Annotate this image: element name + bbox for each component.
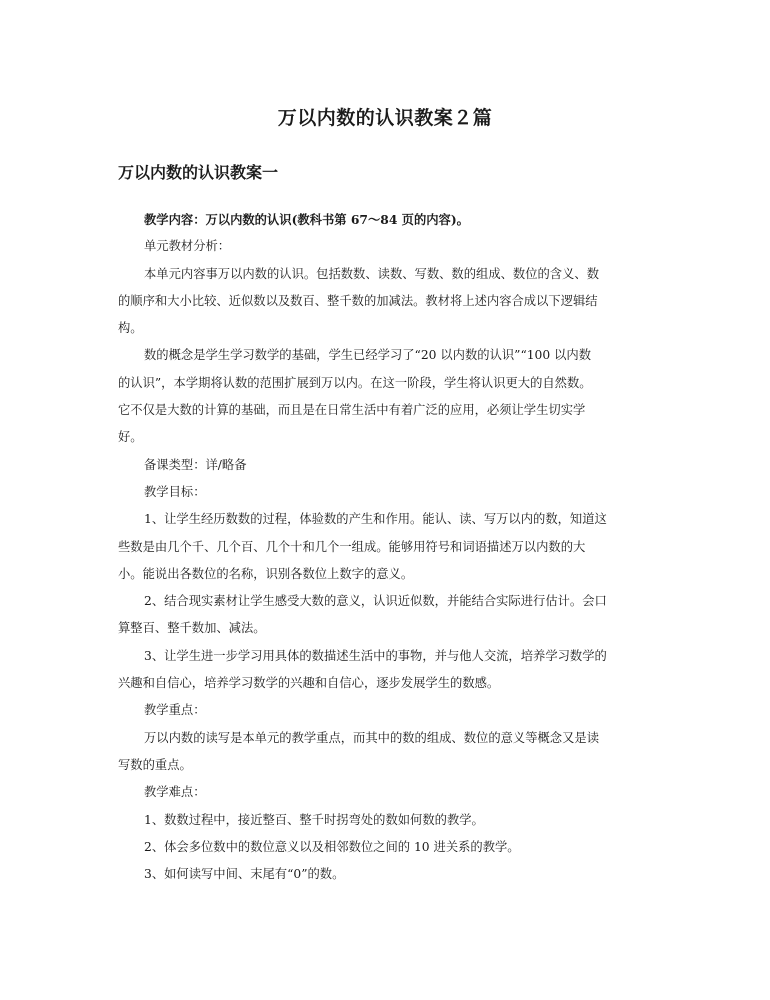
document-body: [118, 206, 654, 888]
text-line: 教学目标：: [144, 484, 206, 499]
text-line: 3、让学生进一步学习用具体的数描述生活中的事物，并与他人交流，培养学习数学的: [144, 648, 607, 663]
text-line: 构。: [118, 321, 143, 336]
text-line: 3、如何读写中间、末尾有“0”的数。: [144, 867, 345, 882]
text-line: 兴趣和自信心，培养学习数学的兴趣和自信心，逐步发展学生的数感。: [118, 676, 500, 691]
text-line: 2、体会多位数中的数位意义以及相邻数位之间的 10 进关系的教学。: [144, 839, 520, 854]
text-line: 算整百、整千数加、减法。: [118, 621, 266, 636]
section-heading: 万以内数的认识教案一: [118, 163, 279, 182]
text-line: 小。能说出各数位的名称，识别各数位上数字的意义。: [118, 566, 414, 581]
text-line: 本单元内容事万以内数的认识。包括数数、读数、写数、数的组成、数位的含义、数: [144, 266, 599, 281]
text-line: 备课类型：详/略备: [144, 457, 247, 472]
text-line: 2、结合现实素材让学生感受大数的意义，认识近似数，并能结合实际进行估计。会口: [144, 594, 607, 609]
document-title: 万以内数的认识教案２篇: [277, 107, 493, 129]
text-line: 些数是由几个千、几个百、几个十和几个一组成。能够用符号和词语描述万以内数的大: [118, 539, 586, 554]
text-line: 它不仅是大数的计算的基础，而且是在日常生活中有着广泛的应用，必须让学生切实学: [118, 403, 586, 418]
text-line: 万以内数的读写是本单元的教学重点，而其中的数的组成、数位的意义等概念又是读: [144, 730, 599, 745]
text-line: 教学内容：万以内数的认识(教科书第 67～84 页的内容)。: [144, 212, 469, 227]
text-line: 的顺序和大小比较、近似数以及数百、整千数的加减法。教材将上述内容合成以下逻辑结: [118, 293, 598, 308]
text-line: 的认识”，本学期将认数的范围扩展到万以内。在这一阶段，学生将认识更大的自然数。: [118, 375, 592, 390]
text-line: 好。: [118, 430, 143, 445]
text-line: 1、数数过程中，接近整百、整千时拐弯处的数如何数的教学。: [144, 812, 484, 827]
text-line: 数的概念是学生学习数学的基础，学生已经学习了“20 以内数的认识”“100 以内数: [144, 348, 592, 363]
text-line: 写数的重点。: [118, 757, 192, 772]
text-line: 教学重点：: [144, 703, 206, 718]
text-line: 教学难点：: [144, 785, 206, 800]
text-line: 1、让学生经历数数的过程，体验数的产生和作用。能认、读、写万以内的数，知道这: [144, 512, 607, 527]
text-line: 单元教材分析：: [144, 239, 231, 254]
